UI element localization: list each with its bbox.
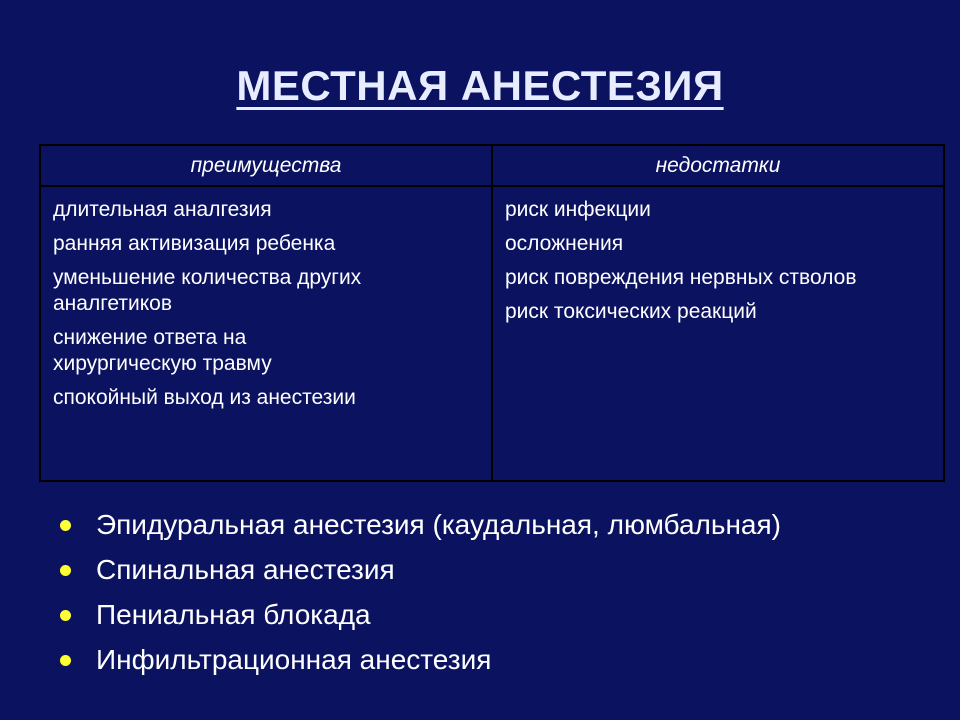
- list-item: [60, 553, 781, 587]
- list-item-text: Инфильтрационная анестезия: [96, 644, 492, 675]
- list-item: [60, 598, 781, 632]
- disadvantage-item: риск токсических реакций: [505, 300, 757, 323]
- comparison-table: [39, 144, 945, 482]
- advantage-item: ранняя активизация ребенка: [53, 232, 336, 255]
- bullet-dot-icon: [60, 655, 71, 666]
- bullet-dot-icon: [60, 520, 71, 531]
- disadvantage-item: риск повреждения нервных стволов: [505, 266, 857, 289]
- disadvantage-item: осложнения: [505, 232, 624, 255]
- anesthesia-types-list: [60, 508, 781, 688]
- table-header-disadvantages: недостатки: [493, 146, 943, 187]
- list-item-text: Спинальная анестезия: [96, 554, 395, 585]
- disadvantage-item: риск инфекции: [505, 198, 651, 221]
- table-header-advantages: преимущества: [41, 146, 493, 187]
- list-item: [60, 508, 781, 542]
- disadvantages-cell: [493, 187, 943, 480]
- list-item: [60, 643, 781, 677]
- advantage-item: спокойный выход из анестезии: [53, 386, 356, 409]
- advantage-item: длительная аналгезия: [53, 198, 272, 221]
- advantage-item: снижение ответа на хирургическую травму: [53, 326, 272, 375]
- bullet-dot-icon: [60, 610, 71, 621]
- advantage-item: уменьшение количества других аналгетиков: [53, 266, 362, 315]
- slide-title: МЕСТНАЯ АНЕСТЕЗИЯ: [236, 62, 724, 109]
- bullet-dot-icon: [60, 565, 71, 576]
- list-item-text: Пениальная блокада: [96, 599, 371, 630]
- advantages-cell: [41, 187, 493, 480]
- list-item-text: Эпидуральная анестезия (каудальная, люмбальная): [96, 509, 781, 540]
